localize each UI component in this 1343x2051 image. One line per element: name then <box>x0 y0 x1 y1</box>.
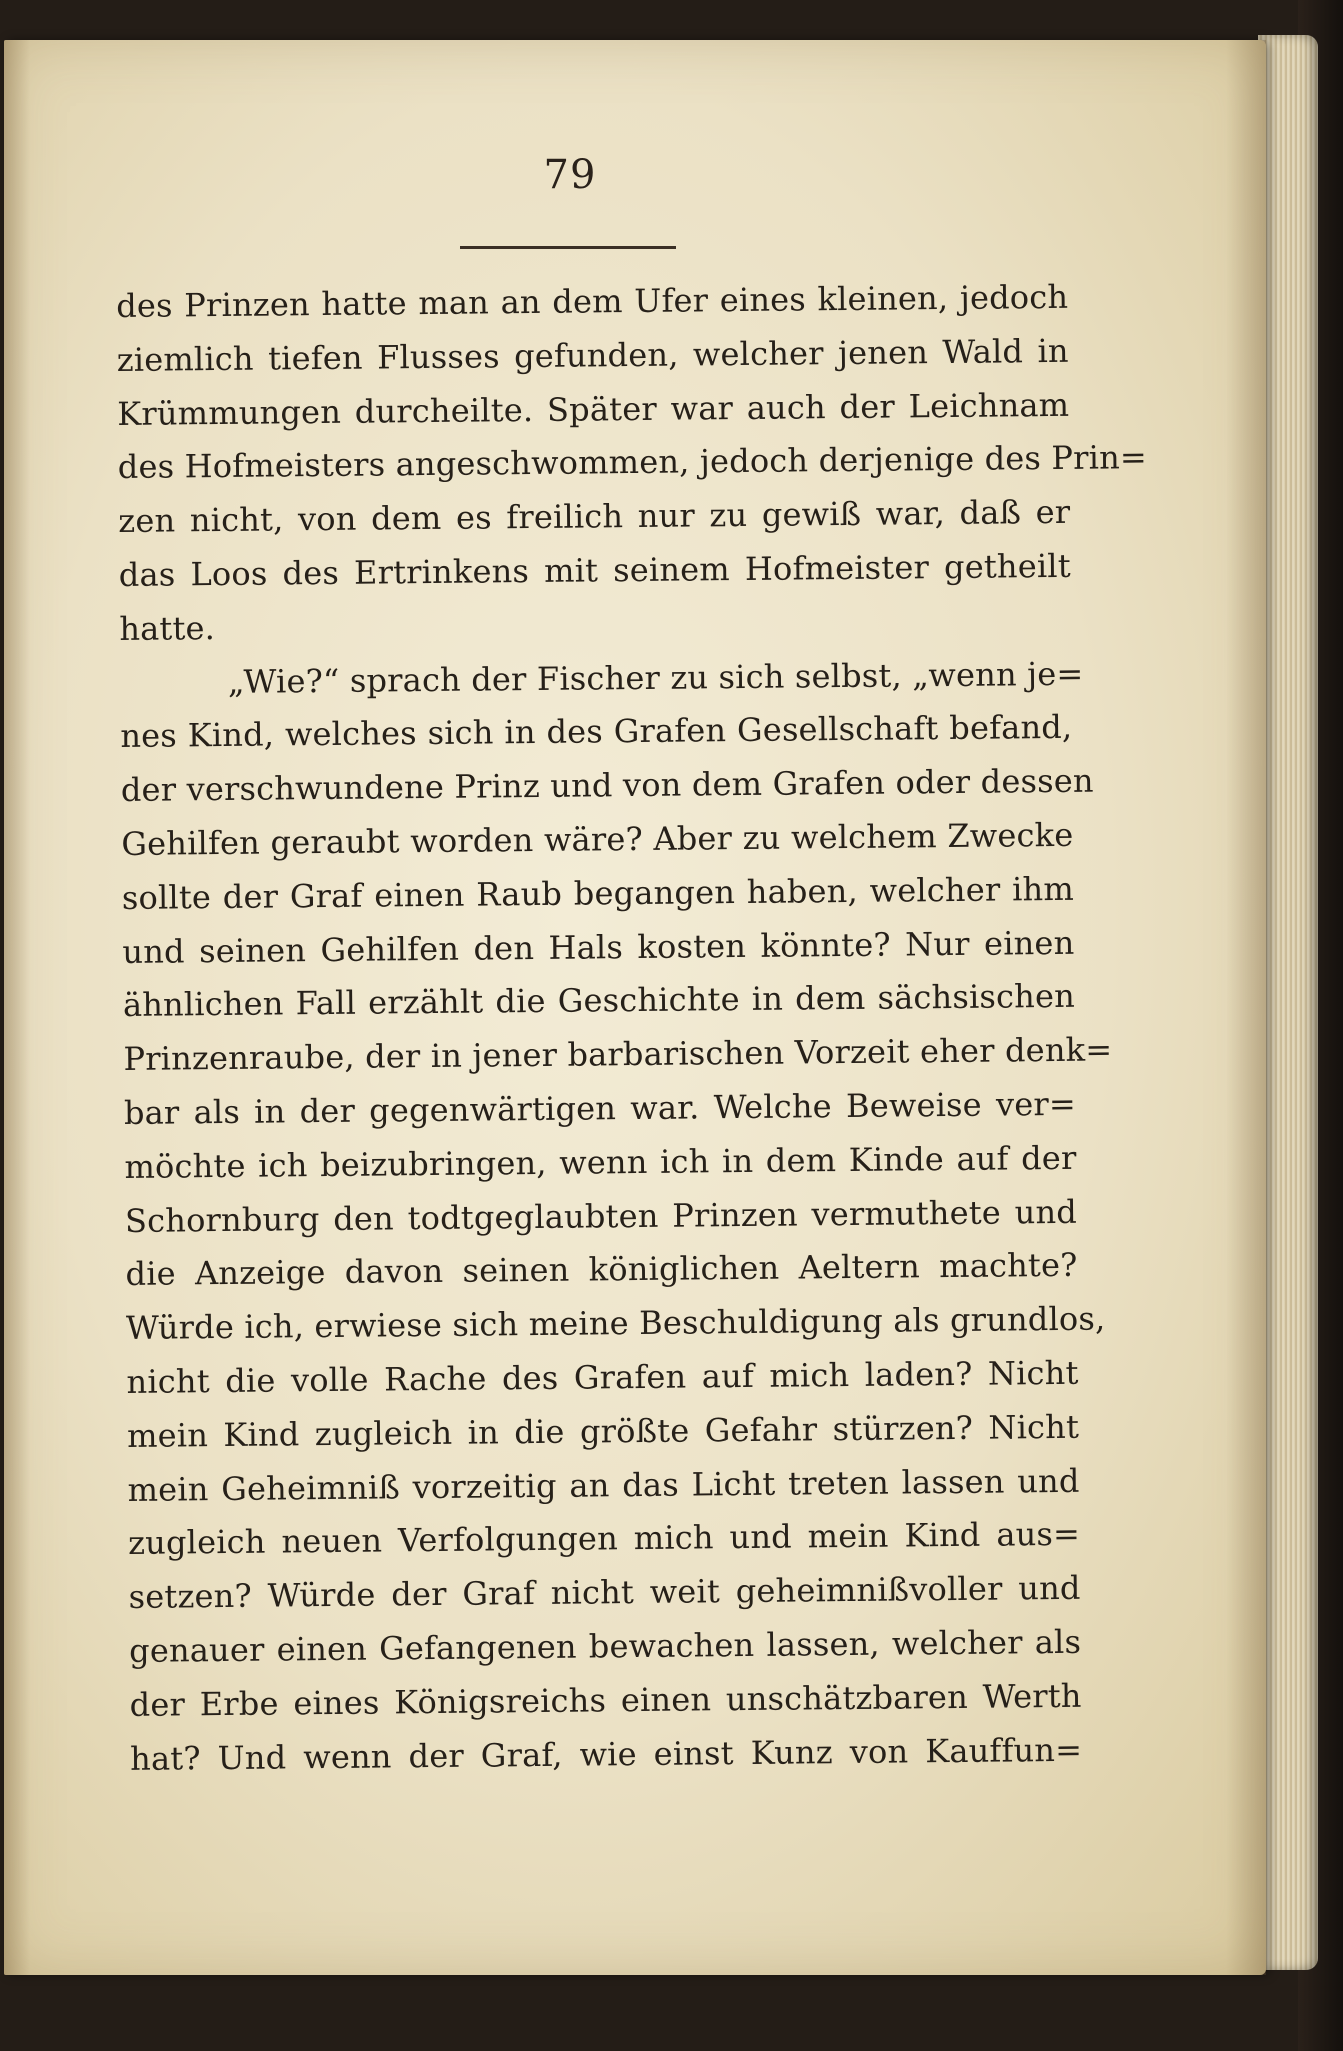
text-line: nicht die volle Rache des Grafen auf mich laden? Nicht <box>126 1353 1079 1401</box>
text-line: sollte der Graf einen Raub begangen haben, welcher ihm <box>121 869 1075 917</box>
text-line: nes Kind, welches sich in des Grafen Gesellschaft befand, <box>120 708 1073 756</box>
text-line: und seinen Gehilfen den Hals kosten könnte? Nur einen <box>122 923 1075 971</box>
text-line: hat? Und wenn der Graf, wie einst Kunz von Kauffun= <box>130 1730 1083 1778</box>
page-number: 79 <box>543 152 597 198</box>
text-line: setzen? Würde der Graf nicht weit geheimnißvoller und <box>128 1568 1081 1617</box>
text-line: zugleich neuen Verfolgungen mich und mein Kind aus= <box>127 1515 1081 1563</box>
text-line: des Prinzen hatte man an dem Ufer eines kleinen, jedoch <box>116 277 1069 325</box>
text-line: das Loos des Ertrinkens mit seinem Hofmeister getheilt <box>118 546 1071 594</box>
text-line: möchte ich beizubringen, wenn ich in dem Kinde auf der <box>124 1138 1077 1186</box>
text-line: des Hofmeisters angeschwommen, jedoch derjenige des Prin= <box>117 438 1148 487</box>
text-line: mein Geheimniß vorzeitig an das Licht treten lassen und <box>127 1461 1080 1509</box>
text-line: der verschwundene Prinz und von dem Grafen oder dessen <box>120 761 1094 810</box>
text-line: Würde ich, erwiese sich meine Beschuldigung als grundlos, <box>125 1299 1106 1348</box>
text-line: „Wie?“ sprach der Fischer zu sich selbst, „wenn je= <box>227 654 1084 701</box>
text-line: Schornburg den todtgeglaubten Prinzen vermuthete und <box>124 1192 1078 1240</box>
text-line: genauer einen Gefangenen bewachen lassen, welcher als <box>128 1622 1082 1670</box>
text-line: Prinzenraube, der in jener barbarischen Vorzeit eher denk= <box>123 1030 1113 1079</box>
text-line: bar als in der gegenwärtigen war. Welche Beweise ver= <box>123 1084 1077 1132</box>
text-line: die Anzeige davon seinen königlichen Aeltern machte? <box>125 1246 1078 1294</box>
text-line: Gehilfen geraubt worden wäre? Aber zu welchem Zwecke <box>121 815 1074 863</box>
text-line: hatte. <box>119 608 216 648</box>
text-line: zen nicht, von dem es freilich nur zu gewiß war, daß er <box>118 493 1071 541</box>
header-rule <box>460 246 676 249</box>
body-text <box>116 271 1148 1786</box>
page-edges <box>1258 35 1318 1970</box>
book-page <box>4 40 1266 1975</box>
text-line: ziemlich tiefen Flusses gefunden, welcher jenen Wald in <box>116 331 1069 379</box>
text-line: Krümmungen durcheilte. Später war auch der Leichnam <box>117 385 1070 433</box>
text-line: der Erbe eines Königsreichs einen unschätzbaren Werth <box>129 1676 1082 1724</box>
text-line: mein Kind zugleich in die größte Gefahr stürzen? Nicht <box>126 1407 1080 1455</box>
text-line: ähnlichen Fall erzählt die Geschichte in dem sächsischen <box>122 977 1076 1025</box>
